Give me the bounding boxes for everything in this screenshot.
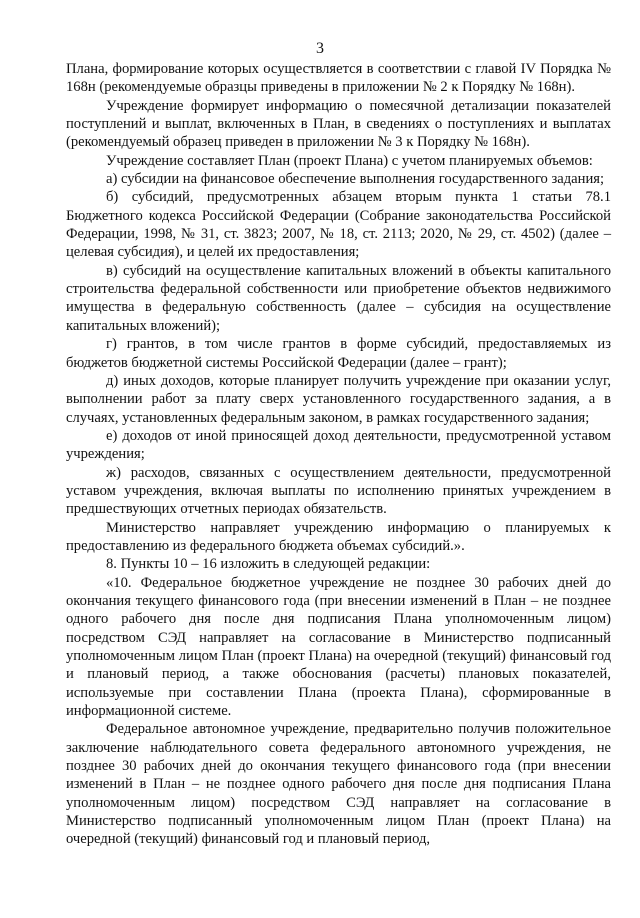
list-item: а) субсидии на финансовое обеспечение выполнения государственного задания; bbox=[106, 171, 605, 188]
paragraph-continuation: Плана, формирование которых осуществляется в соответствии с главой IV Порядка № 168н (рекомендуемые образцы приведены в приложении № 2 к Порядку № 168н). bbox=[66, 61, 611, 96]
paragraph: Министерство направляет учреждению информацию о планируемых к предоставлению из федерального бюджета объемах субсидий.». bbox=[66, 519, 611, 554]
list-item: ж) расходов, связанных с осуществлением деятельности, предусмотренной уставом учреждения, включая выплаты по исполнению принятых учреждением в предшествующих отчетных периодах обязательств. bbox=[66, 464, 611, 518]
paragraph: 8. Пункты 10 – 16 изложить в следующей редакции: bbox=[106, 556, 431, 573]
paragraph: Учреждение формирует информацию о помесячной детализации показателей поступлений и выплат, включенных в План, в сведениях о поступлениях и выплатах (рекомендуемый образец приведен в приложении № 3 к Порядку № 168н). bbox=[66, 97, 611, 151]
list-item: д) иных доходов, которые планирует получить учреждение при оказании услуг, выполнении работ за плату сверх установленного государственного задания, а в случаях, установленных федеральным законом, в рамках государственного задания; bbox=[66, 372, 611, 426]
document-body bbox=[66, 60, 611, 849]
paragraph: «10. Федеральное бюджетное учреждение не позднее 30 рабочих дней до окончания текущего финансового года (при внесении изменений в План – не позднее одного рабочего дня после дня подписания Плана уполномоченным лицом) посредством СЭД направляет на согласование в Министерство подписанный уполномоченным лицом План (проект Плана) на очередной (текущий) финансовый год и плановый период, а также обоснования (расчеты) плановых показателей, используемые при составлении Плана (проекта Плана), сформированные в информационной системе. bbox=[66, 574, 611, 720]
paragraph: Учреждение составляет План (проект Плана) с учетом планируемых объемов: bbox=[106, 152, 593, 169]
list-item: г) грантов, в том числе грантов в форме субсидий, предоставляемых из бюджетов бюджетной системы Российской Федерации (далее – грант); bbox=[66, 336, 611, 371]
list-item: е) доходов от иной приносящей доход деятельности, предусмотренной уставом учреждения; bbox=[66, 427, 611, 463]
page-number: 3 bbox=[316, 40, 324, 57]
paragraph: Федеральное автономное учреждение, предварительно получив положительное заключение наблюдательного совета федерального автономного учреждения, не позднее 30 рабочих дней до окончания текущего финансового года (при внесении изменений в План – не позднее одного рабочего дня после дня подписания Плана уполномоченным лицом) посредством СЭД направляет на согласование в Министерство подписанный уполномоченным лицом План (проект Плана) на очередной (текущий) финансовый год и плановый период, bbox=[66, 721, 611, 848]
list-item: б) субсидий, предусмотренных абзацем вторым пункта 1 статьи 78.1 Бюджетного кодекса Российской Федерации (Собрание законодательства Российской Федерации, 1998, № 31, ст. 3823; 2007, № 18, ст. 2113; 2020, № 29, ст. 4502) (далее – целевая субсидия), и целей их предоставления; bbox=[66, 189, 611, 261]
list-item: в) субсидий на осуществление капитальных вложений в объекты капитального строительства федеральной собственности или приобретение объектов недвижимого имущества в федеральную собственность (далее – субсидия на осуществление капитальных вложений); bbox=[66, 262, 611, 334]
